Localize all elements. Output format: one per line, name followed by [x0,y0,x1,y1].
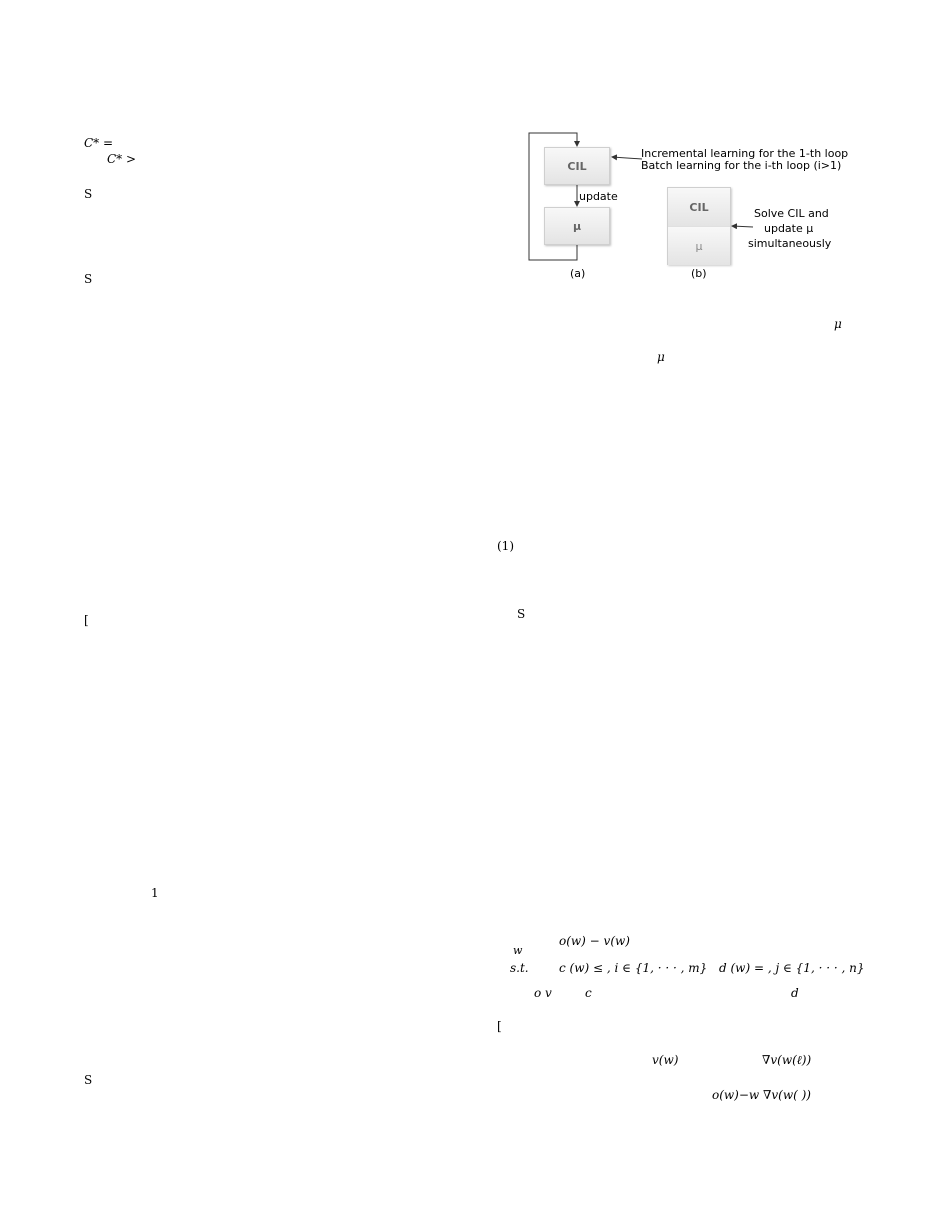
panel-b-annotation-line2: update μ [764,222,814,235]
fragment-mu-2: μ [657,350,665,364]
update-label: update [579,190,618,203]
c-star-greater: C* > [107,152,137,166]
c-star-equals: C* = [84,136,114,150]
panel-b-caption: (b) [691,267,707,280]
panel-b-annotation-line1: Solve CIL and [754,207,829,220]
equation-number-1: (1) [497,539,514,553]
panel-a-cil-box: CIL [544,147,610,185]
equation-min-variable: w [513,944,523,957]
panel-b-cil-section: CIL [668,188,730,226]
fragment-o-v: o v [534,986,552,1000]
fragment-c: c [585,986,592,1000]
panel-b-annotation-line3: simultaneously [748,237,832,250]
fragment-s-3: S [84,1073,93,1087]
panel-a-annotation-line1: Incremental learning for the 1-th loop [641,147,849,160]
fragment-v-of-w: v(w) [652,1053,679,1067]
panel-b-mu-section: μ [668,226,730,265]
panel-a-annotation-line2: Batch learning for the i-th loop (i>1) [641,159,842,172]
fragment-one: 1 [151,886,159,900]
panel-a-mu-box: μ [544,207,610,245]
fragment-bracket-right: [ [497,1019,502,1033]
equation-subject-to: s.t. [510,961,529,975]
equation-equality-constraint: d (w) = , j ∈ {1, · · · , n} [719,961,865,975]
fragment-d: d [791,986,799,1000]
panel-b-combined-box [667,187,731,265]
annotation-arrow-b [732,226,753,227]
fragment-gradient: ∇v(w(ℓ)) [762,1053,812,1067]
fragment-mu-1: μ [834,317,842,331]
annotation-arrow-a [612,157,642,159]
fragment-s-right: S [517,607,526,621]
fragment-linearized-objective: o(w)−w ∇v(w( )) [712,1088,811,1102]
equation-inequality-constraint: c (w) ≤ , i ∈ {1, · · · , m} [559,961,708,975]
fragment-s-2: S [84,272,93,286]
fragment-s-1: S [84,187,93,201]
fragment-bracket-left: [ [84,613,89,627]
equation-objective: o(w) − v(w) [559,934,630,948]
figure-cil-framework [520,128,850,288]
panel-a-caption: (a) [570,267,586,280]
